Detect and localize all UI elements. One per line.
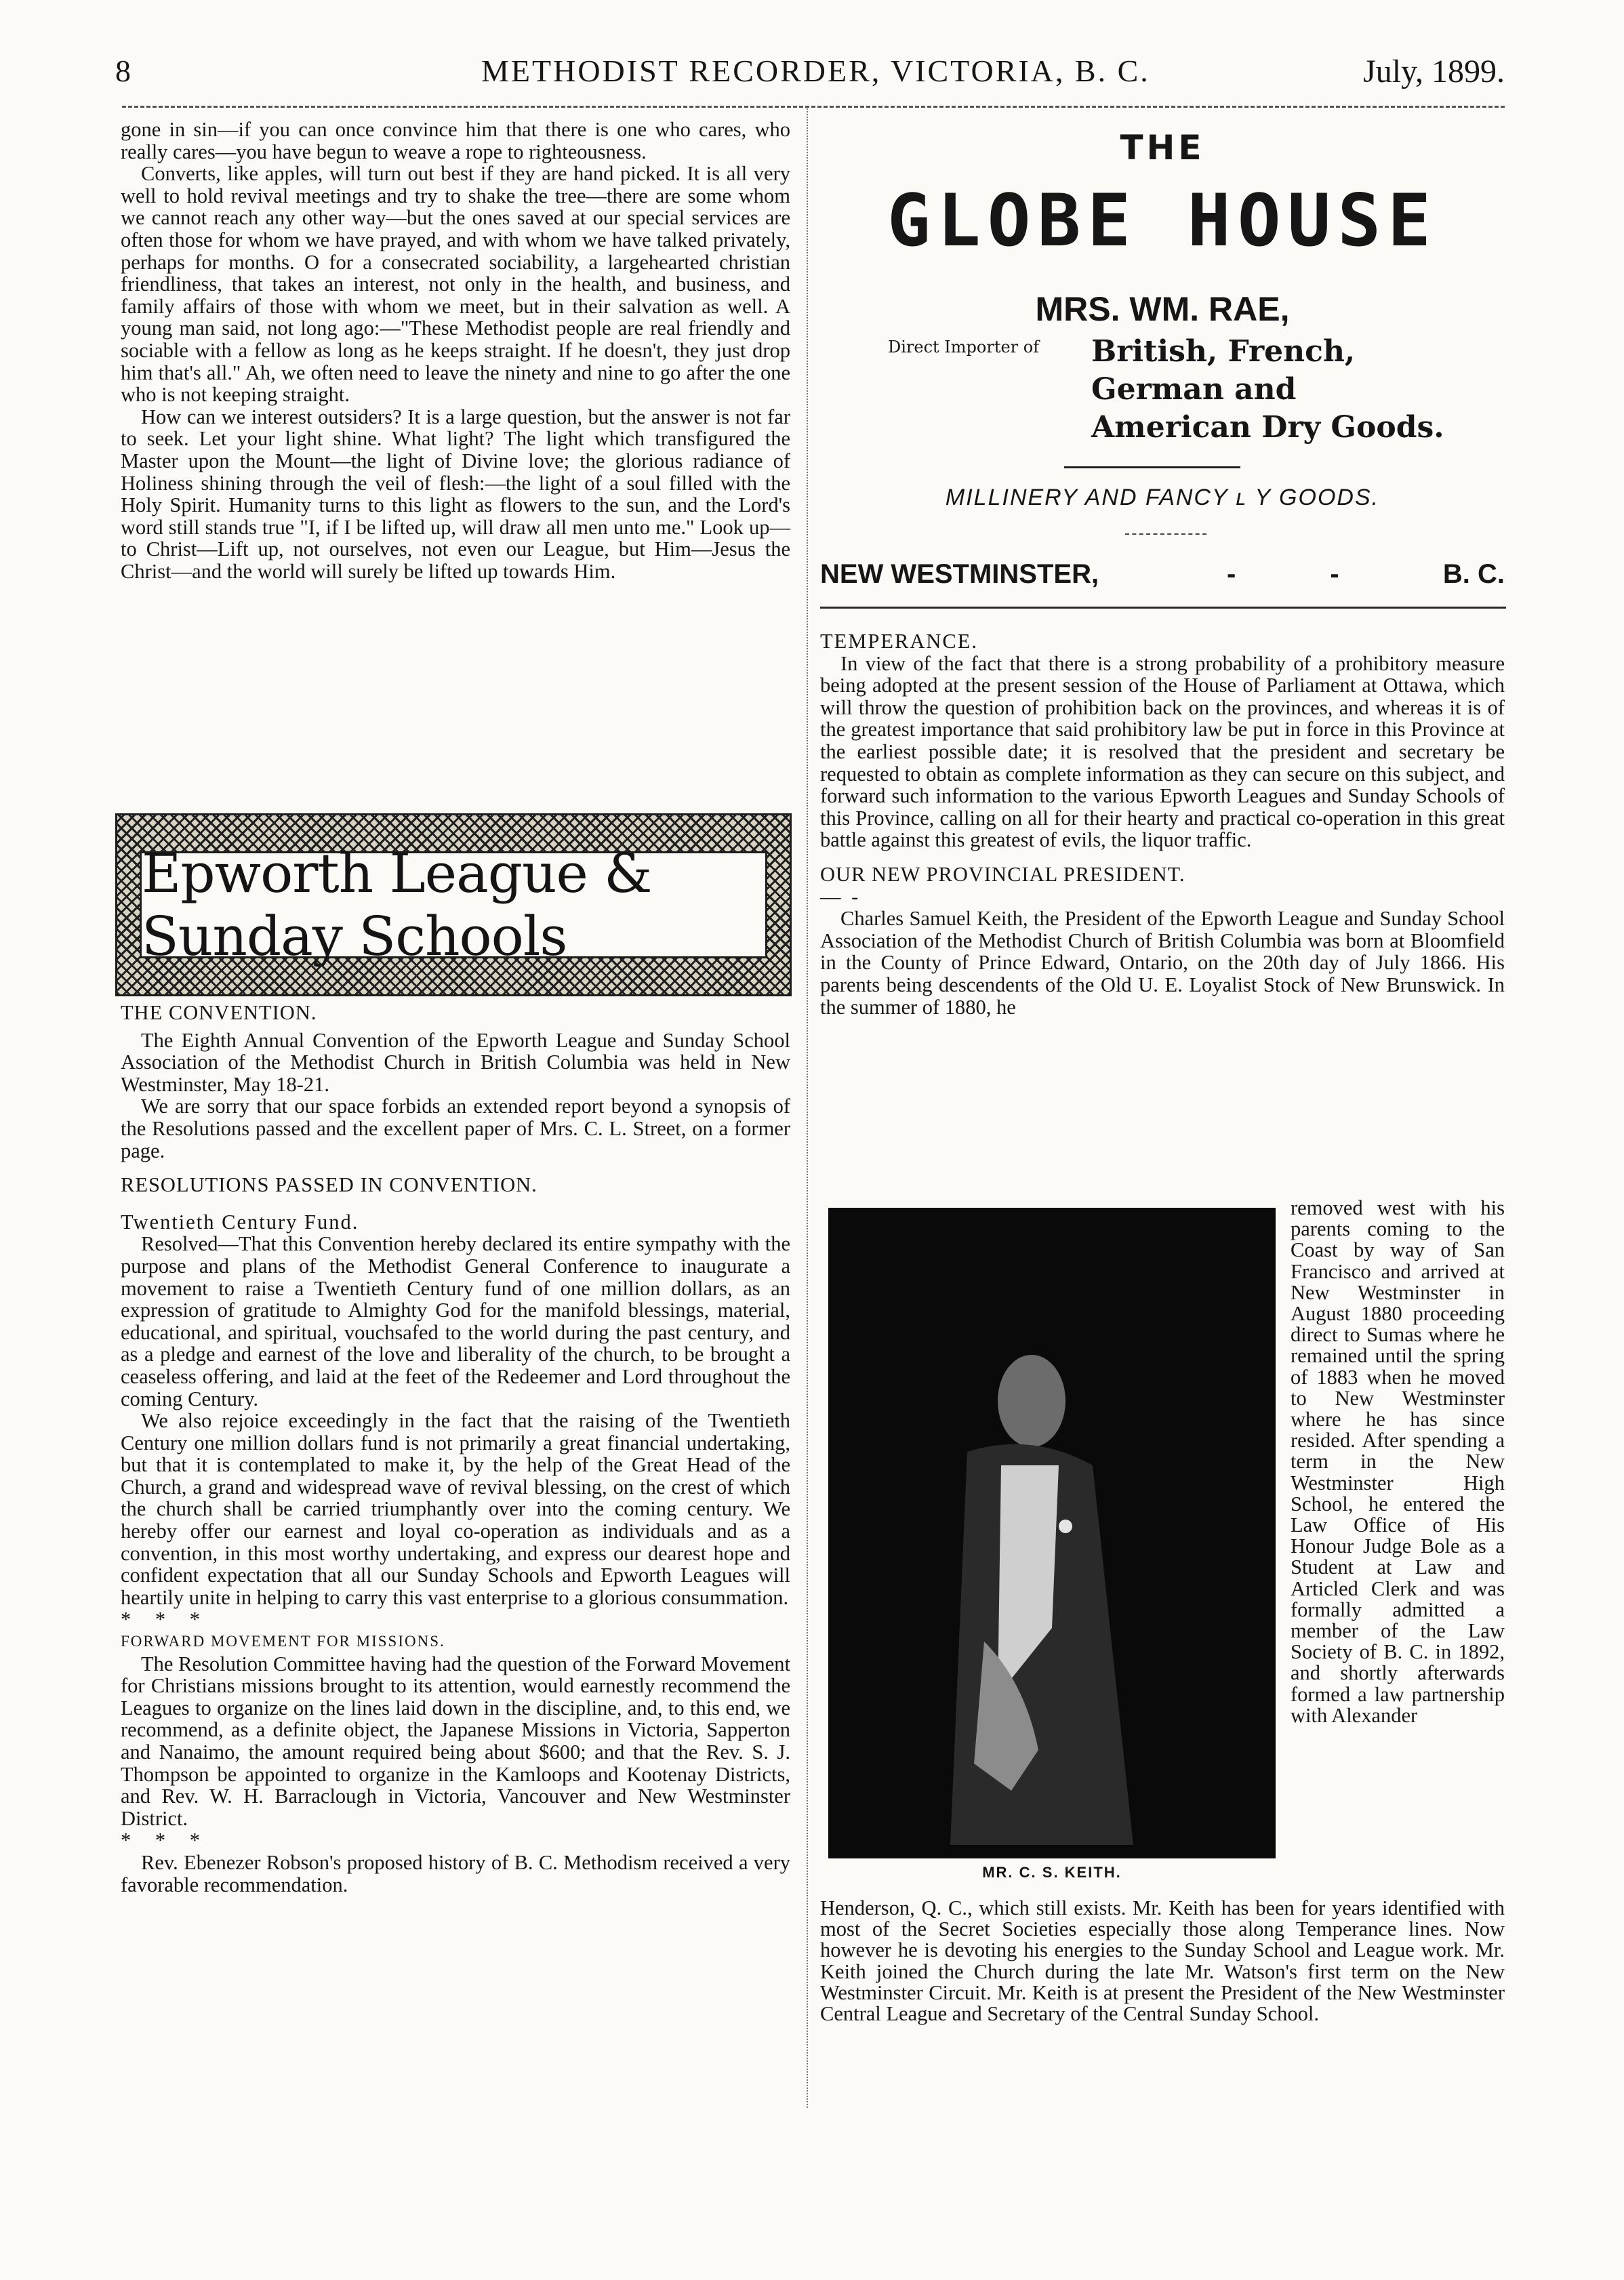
section-banner: [115, 813, 792, 996]
ad-city: NEW WESTMINSTER,: [820, 559, 1099, 589]
article-paragraph: In view of the fact that there is a strong probability of a prohibitory measure being adopted at the present session of the House of Parliament at Ottawa, which will throw the question of prohibition back on the provinces, and whereas it is of the greatest importance that said prohibitory law be put in force in this Province at the earliest possible date; it is resolved that the president and secretary be requested to obtain as complete information as they can secure on this subject, and forward such information to the various Epworth Leagues and Sunday Schools of this Province, calling on all for their hearty and practical co-operation in this great battle against this greatest of evils, the liquor traffic.: [820, 651, 1505, 852]
masthead: METHODIST RECORDER, VICTORIA, B. C.: [481, 54, 1150, 88]
convention-heading: THE CONVENTION.: [121, 1001, 317, 1024]
article-paragraph: removed west with his parents coming to the Coast by way of San Francisco and arrived at New Westminster in August 1880 proceeding direct to Sumas where he remained until the spring of 1883 when he moved to New Westminster where he has since resided. After spending a term in the New Westminster High School, he entered the Law Office of His Honour Judge Bole as a Student at Law and Articled Clerk and was formally admitted a member of the Law Society of B. C. in 1892, and shortly afterwards formed a law partnership with Alexander: [1291, 1196, 1505, 1727]
section-stars: * * *: [121, 1829, 209, 1852]
column-divider: [807, 108, 808, 2108]
ad-separator: - -: [1227, 559, 1383, 589]
section-stars: * * *: [121, 1608, 209, 1631]
article-paragraph: Charles Samuel Keith, the President of the Epworth League and Sunday School Association of the Methodist Church of British Columbia was born at Bloomfield in the County of Prince Edward, Ontario, on the 20th day of July 1866. His parents being descendents of the Old U. E. Loyalist Stock of New Brunswick. In the summer of 1880, he: [820, 907, 1505, 1019]
convention-section: [121, 1002, 790, 1896]
article-paragraph: We also rejoice exceedingly in the fact that the raising of the Twentieth Century one million dollars fund is not primarily a great financial undertaking, but that it is contemplated to make it, by the help of the Great Head of the Church, a grand and widespread wave of revival blessing, on the crest of which the church shall be carried triumphantly over into the coming century. We hereby offer our earnest and loyal co-operation as individuals and as a convention, in this most worthy undertaking, and express our dearest hope and confident expectation that all our Sunday Schools and Epworth Leagues will heartily unite in helping to carry this vast enterprise to a glorious consummation.: [121, 1409, 790, 1609]
ad-dash: [1125, 533, 1206, 535]
article-paragraph: Henderson, Q. C., which still exists. Mr. Keith has been for years identified with most of the Secret Societies especially those along Temperance lines. Now however he is devoting his energies to the Sunday School and League work. Mr. Keith joined the Church during the late Mr. Watson's first term on the New Westminster Circuit. Mr. Keith is at present the President of the New Westminster Central League and Secretary of the Central Sunday School.: [820, 1896, 1505, 2026]
ad-rule: [1064, 466, 1240, 468]
globe-house-advertisement: [820, 119, 1505, 593]
portrait-photo: [828, 1208, 1276, 1858]
ad-millinery: MILLINERY AND FANCY ʟ Y GOODS.: [945, 485, 1380, 510]
resolutions-subheading: Twentieth Century Fund.: [121, 1210, 359, 1234]
president-heading: OUR NEW PROVINCIAL PRESIDENT.: [820, 862, 1185, 886]
article-paragraph: The Resolution Committee having had the question of the Forward Movement for Christians missions brought to its attention, would earnestly recommend the Leagues to organize on the lines laid down in the discipline, and, to this end, we recommend, as a definite object, the Japanese Missions in Victoria, Sapperton and Nanaimo, the amount required being about $600; and that the Rev. S. J. Thompson be appointed to organize in the Kamloops and Kootenay Districts, and Rev. W. H. Barraclough in Victoria, Vancouver and New Westminster District.: [121, 1652, 790, 1830]
wrapped-text-column: [1291, 1198, 1505, 1726]
ad-goods-line: British, French,: [1091, 334, 1356, 369]
header-rule: [122, 106, 1505, 108]
ad-store-name: GLOBE HOUSE: [887, 179, 1438, 262]
article-paragraph: The Eighth Annual Convention of the Epworth League and Sunday School Association of the Methodist Church in British Columbia was held in New Westminster, May 18-21.: [121, 1028, 790, 1096]
left-column-article: [121, 119, 790, 582]
article-paragraph: We are sorry that our space forbids an extended report beyond a synopsis of the Resolutions passed and the excellent paper of Mrs. C. L. Street, on a former page.: [121, 1095, 790, 1162]
issue-date: July, 1899.: [1363, 54, 1505, 89]
ad-goods-line: German and: [1091, 372, 1297, 407]
article-continuation: [820, 1898, 1505, 2024]
banner-title: Epworth League & Sunday Schools: [140, 851, 767, 958]
ad-bottom-rule: [820, 607, 1506, 609]
ad-the: THE: [1120, 128, 1205, 167]
running-header: [115, 53, 1505, 100]
ad-goods-line: American Dry Goods.: [1091, 410, 1444, 445]
page-number: 8: [115, 54, 131, 88]
temperance-heading: TEMPERANCE.: [820, 630, 978, 653]
missions-heading: FORWARD MOVEMENT FOR MISSIONS.: [121, 1633, 445, 1650]
article-paragraph: gone in sin—if you can once convince him that there is one who cares, who really cares—you have begun to weave a rope to righteousness.: [121, 118, 790, 163]
heading-dash: — -: [820, 884, 861, 908]
right-column-articles: [820, 630, 1505, 1018]
ad-province: B. C.: [1442, 559, 1505, 589]
resolutions-heading: RESOLUTIONS PASSED IN CONVENTION.: [121, 1173, 537, 1197]
article-paragraph: How can we interest outsiders? It is a large question, but the answer is not far to seek. Let your light shine. What light? The light which transfigured the Master upon the Mount—the light of Divine love; the glorious radiance of Holiness shining through the veil of flesh:—the light of a soul filled with the Holy Spirit. Humanity turns to this light as flowers to the sun, and the Lord's word still stands true "I, if I be lifted up, will draw all men unto me." Look up—to Christ—Lift up, not ourselves, not even our League, but Him—Jesus the Christ—and the world will surely be lifted up towards Him.: [121, 405, 790, 583]
article-paragraph: Resolved—That this Convention hereby declared its entire sympathy with the purpose and plans of the Methodist General Conference to inaugurate a movement to raise a Twentieth Century fund of one million dollars, as an expression of gratitude to Almighty God for the manifold blessings, material, educational, and spiritual, vouchsafed to the world during the past century, and as a pledge and earnest of the love and liberality of the church, to be brought a ceaseless offering, and laid at the feet of the Redeemer and Lord throughout the coming Century.: [121, 1232, 790, 1410]
ad-proprietor: MRS. WM. RAE,: [1035, 290, 1290, 328]
ad-direct-importer: Direct Importer of: [888, 338, 1040, 357]
article-paragraph: Rev. Ebenezer Robson's proposed history of B. C. Methodism received a very favorable recommendation.: [121, 1850, 790, 1896]
portrait-figure: [828, 1208, 1276, 1858]
article-paragraph: Converts, like apples, will turn out best if they are hand picked. It is all very well to hold revival meetings and try to shake the tree—there are some whom we cannot reach any other way—but the ones saved at our special services are often those for whom we have prayed, and with whom we have talked privately, perhaps for months. O for a consecrated sociability, a largehearted christian friendliness, that takes an interest, not only in the health, and business, and family affairs of those with whom we meet, but in their salvation as well. A young man said, not long ago:—"These Methodist people are real friendly and sociable with a fellow as long as he keeps straight. If he doesn't, they just drop him that's all." Ah, we often need to leave the ninety and nine to go after the one who is not keeping straight.: [121, 162, 790, 407]
photo-caption: MR. C. S. KEITH.: [982, 1864, 1122, 1881]
ad-goods-list: [1091, 333, 1444, 447]
